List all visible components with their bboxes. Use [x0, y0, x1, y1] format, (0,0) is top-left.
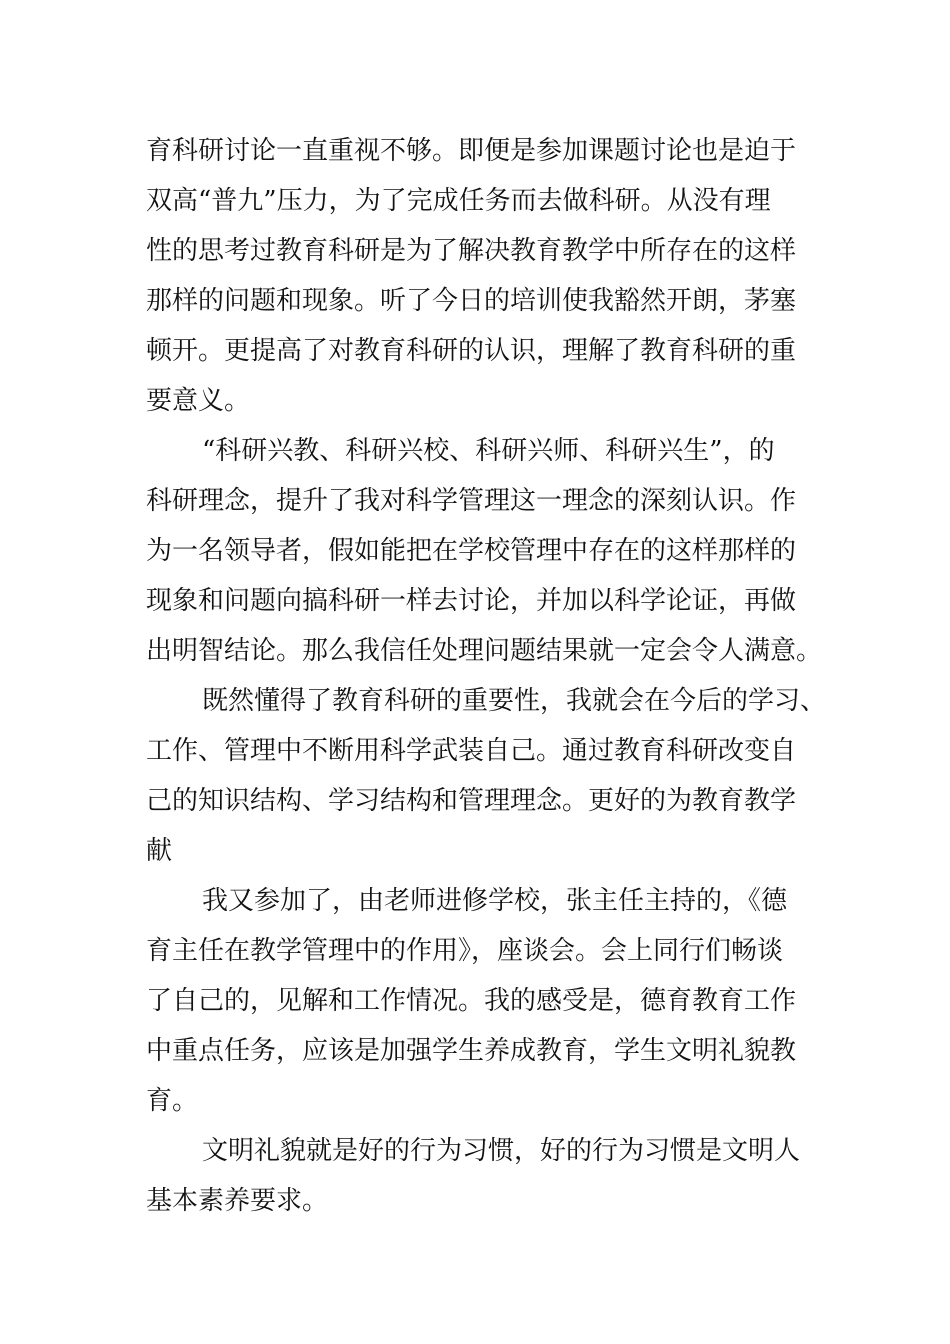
paragraph [146, 426, 826, 676]
text-line: 为一名领导者，假如能把在学校管理中存在的这样那样的 [146, 536, 797, 566]
paragraph [146, 126, 826, 426]
text-line: 现象和问题向搞科研一样去讨论，并加以科学论证，再做 [146, 586, 797, 616]
text-line: 己的知识结构、学习结构和管理理念。更好的为教育教学 [146, 786, 797, 816]
paragraph [146, 876, 826, 1126]
text-line: 工作、管理中不断用科学武装自己。通过教育科研改变自 [146, 736, 797, 766]
text-line: 献 [146, 836, 173, 866]
text-line: 双高“普九”压力，为了完成任务而去做科研。从没有理 [146, 186, 771, 216]
text-line: 我又参加了，由老师进修学校，张主任主持的，《德 [202, 886, 788, 916]
text-line: “科研兴教、科研兴校、科研兴师、科研兴生”，的 [202, 436, 775, 466]
text-line: 中重点任务，应该是加强学生养成教育，学生文明礼貌教 [146, 1036, 797, 1066]
text-line: 那样的问题和现象。听了今日的培训使我豁然开朗，茅塞 [146, 286, 797, 316]
text-line: 育主任在教学管理中的作用》，座谈会。会上同行们畅谈 [146, 936, 784, 966]
text-line: 顿开。更提高了对教育科研的认识，理解了教育科研的重 [146, 336, 797, 366]
text-line: 性的思考过教育科研是为了解决教育教学中所存在的这样 [146, 236, 797, 266]
text-line: 育。 [146, 1086, 199, 1116]
text-line: 科研理念，提升了我对科学管理这一理念的深刻认识。作 [146, 486, 797, 516]
text-line: 基本素养要求。 [146, 1186, 329, 1216]
paragraph [146, 1126, 826, 1226]
paragraph [146, 676, 826, 876]
text-line: 既然懂得了教育科研的重要性，我就会在今后的学习、 [202, 686, 827, 716]
text-line: 育科研讨论一直重视不够。即便是参加课题讨论也是迫于 [146, 136, 797, 166]
text-line: 出明智结论。那么我信任处理问题结果就一定会令人满意。 [146, 636, 823, 666]
text-line: 文明礼貌就是好的行为习惯，好的行为习惯是文明人 [202, 1136, 801, 1166]
text-line: 要意义。 [146, 386, 251, 416]
text-line: 了自己的，见解和工作情况。我的感受是，德育教育工作 [146, 986, 797, 1016]
document-body [146, 126, 826, 1226]
